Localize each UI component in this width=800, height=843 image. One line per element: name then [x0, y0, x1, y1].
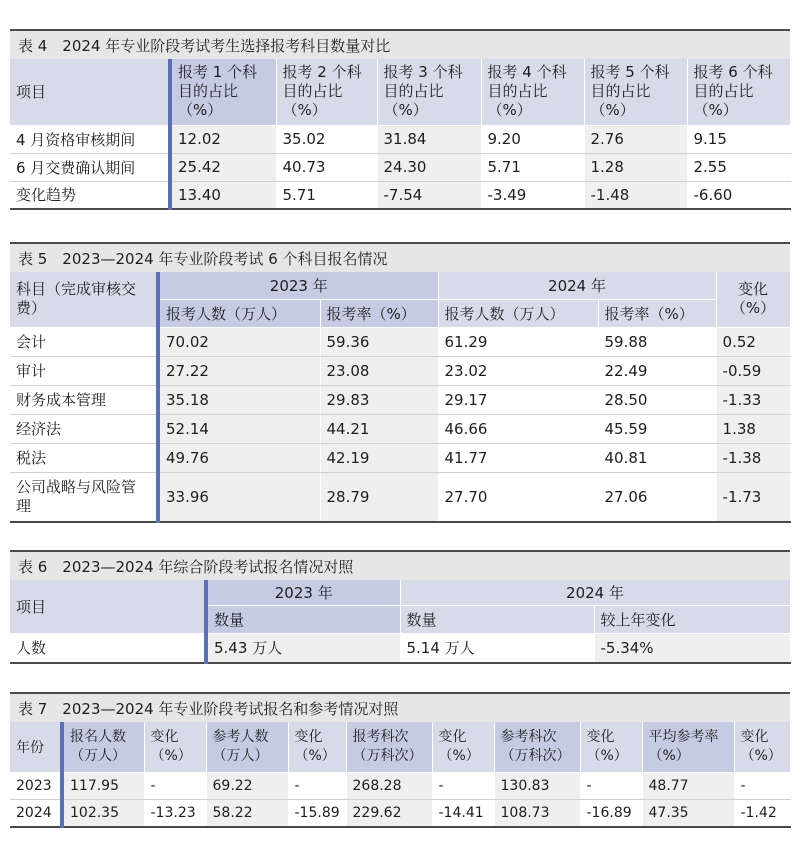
table-4-title: 表 4 2024 年专业阶段考试考生选择报考科目数量对比: [10, 29, 790, 59]
cell: -7.54: [377, 181, 481, 209]
cell: -: [144, 772, 206, 799]
cell: -6.60: [687, 181, 790, 209]
cell: 28.50: [598, 385, 716, 414]
cell: 33.96: [158, 472, 320, 522]
cell: 2.55: [687, 153, 790, 181]
cell: -13.23: [144, 799, 206, 827]
cell: 41.77: [438, 443, 598, 472]
cell: 58.22: [206, 799, 288, 827]
col-header: 变化（%）: [432, 722, 494, 772]
cell: 59.36: [320, 327, 438, 356]
row-label: 税法: [10, 443, 158, 472]
cell: 28.79: [320, 472, 438, 522]
cell: -: [734, 772, 790, 799]
table-row: [10, 181, 790, 209]
cell: -15.89: [288, 799, 346, 827]
cell: 61.29: [438, 327, 598, 356]
cell: -1.38: [716, 443, 790, 472]
cell: 108.73: [494, 799, 580, 827]
col-header: 报考 2 个科目的占比（%）: [276, 59, 377, 125]
table-row: [10, 799, 790, 827]
cell: 69.22: [206, 772, 288, 799]
cell: 47.35: [642, 799, 734, 827]
col-header: 变化（%）: [734, 722, 790, 772]
cell: 35.18: [158, 385, 320, 414]
table-5-title: 表 5 2023—2024 年专业阶段考试 6 个科目报名情况: [10, 242, 790, 272]
cell: 229.62: [346, 799, 432, 827]
table-row: [10, 772, 790, 799]
cell: 27.06: [598, 472, 716, 522]
table-row: [10, 472, 790, 522]
cell: 27.70: [438, 472, 598, 522]
cell: -1.48: [584, 181, 687, 209]
row-label: 公司战略与风险管理: [10, 472, 158, 522]
cell: 5.14 万人: [400, 633, 594, 663]
cell: 45.59: [598, 414, 716, 443]
year-header-2024: 2024 年: [400, 580, 790, 605]
row-label: 4 月资格审核期间: [10, 125, 170, 153]
cell: -: [580, 772, 642, 799]
sub-header: 较上年变化: [594, 605, 790, 633]
table-4-grid: [10, 59, 791, 210]
col-header: 变化（%）: [144, 722, 206, 772]
cell: -: [288, 772, 346, 799]
cell: 29.17: [438, 385, 598, 414]
cell: 52.14: [158, 414, 320, 443]
year-header-2023: 2023 年: [206, 580, 400, 605]
table-7-title: 表 7 2023—2024 年专业阶段考试报名和参考情况对照: [10, 692, 790, 722]
col-header: 变化（%）: [580, 722, 642, 772]
table-6-grid: [10, 580, 791, 664]
cell: 23.02: [438, 356, 598, 385]
item-header: 项目: [10, 580, 206, 633]
table-7: [10, 692, 790, 828]
cell: 24.30: [377, 153, 481, 181]
col-header: 报考 4 个科目的占比（%）: [481, 59, 584, 125]
col-header: 报名人数（万人）: [62, 722, 144, 772]
sub-header: 报考率（%）: [320, 299, 438, 327]
cell: 31.84: [377, 125, 481, 153]
row-label: 审计: [10, 356, 158, 385]
table-5: [10, 242, 790, 523]
year-header: 年份: [10, 722, 62, 772]
item-header: 项目: [10, 59, 170, 125]
col-header: 报考 1 个科目的占比（%）: [170, 59, 276, 125]
col-header: 报考科次（万科次）: [346, 722, 432, 772]
table-row: [10, 633, 790, 663]
cell: 12.02: [170, 125, 276, 153]
cell: 130.83: [494, 772, 580, 799]
cell: 25.42: [170, 153, 276, 181]
cell: -16.89: [580, 799, 642, 827]
table-row: [10, 125, 790, 153]
sub-header: 数量: [206, 605, 400, 633]
cell: 268.28: [346, 772, 432, 799]
cell: 44.21: [320, 414, 438, 443]
col-header: 参考人数（万人）: [206, 722, 288, 772]
table-row: [10, 356, 790, 385]
cell: -: [432, 772, 494, 799]
cell: -1.73: [716, 472, 790, 522]
table-row: [10, 385, 790, 414]
row-label: 变化趋势: [10, 181, 170, 209]
table-6-title: 表 6 2023—2024 年综合阶段考试报名情况对照: [10, 550, 790, 580]
table-4: [10, 29, 790, 210]
sub-header: 报考率（%）: [598, 299, 716, 327]
change-header: 变化（%）: [716, 272, 790, 327]
col-header: 报考 6 个科目的占比（%）: [687, 59, 790, 125]
cell: 35.02: [276, 125, 377, 153]
year-header-2023: 2023 年: [158, 272, 438, 299]
cell: 49.76: [158, 443, 320, 472]
cell: 9.15: [687, 125, 790, 153]
sub-header: 报考人数（万人）: [438, 299, 598, 327]
cell: -1.42: [734, 799, 790, 827]
item-header: 科目（完成审核交费）: [10, 272, 158, 327]
cell: 42.19: [320, 443, 438, 472]
table-row: [10, 153, 790, 181]
col-header: 平均参考率（%）: [642, 722, 734, 772]
col-header: 参考科次（万科次）: [494, 722, 580, 772]
col-header: 报考 3 个科目的占比（%）: [377, 59, 481, 125]
table-row: [10, 327, 790, 356]
cell: 70.02: [158, 327, 320, 356]
year-header-2024: 2024 年: [438, 272, 716, 299]
cell: 1.38: [716, 414, 790, 443]
row-label: 经济法: [10, 414, 158, 443]
row-label: 会计: [10, 327, 158, 356]
row-label: 人数: [10, 633, 206, 663]
cell: -14.41: [432, 799, 494, 827]
cell: -0.59: [716, 356, 790, 385]
cell: 1.28: [584, 153, 687, 181]
cell: 29.83: [320, 385, 438, 414]
table-row: [10, 443, 790, 472]
cell: -1.33: [716, 385, 790, 414]
cell: 46.66: [438, 414, 598, 443]
sub-header: 数量: [400, 605, 594, 633]
cell: 48.77: [642, 772, 734, 799]
cell: 102.35: [62, 799, 144, 827]
table-7-grid: [10, 722, 791, 828]
table-5-grid: [10, 272, 791, 523]
col-header: 报考 5 个科目的占比（%）: [584, 59, 687, 125]
cell: 13.40: [170, 181, 276, 209]
cell: 5.71: [481, 153, 584, 181]
table-6: [10, 550, 790, 664]
cell: 23.08: [320, 356, 438, 385]
cell: 59.88: [598, 327, 716, 356]
cell: 22.49: [598, 356, 716, 385]
cell: 40.73: [276, 153, 377, 181]
cell: 117.95: [62, 772, 144, 799]
row-label: 6 月交费确认期间: [10, 153, 170, 181]
cell: -3.49: [481, 181, 584, 209]
row-label: 2024: [10, 799, 62, 827]
cell: 9.20: [481, 125, 584, 153]
cell: 5.71: [276, 181, 377, 209]
cell: 27.22: [158, 356, 320, 385]
row-label: 财务成本管理: [10, 385, 158, 414]
cell: 40.81: [598, 443, 716, 472]
cell: 2.76: [584, 125, 687, 153]
cell: 0.52: [716, 327, 790, 356]
cell: 5.43 万人: [206, 633, 400, 663]
sub-header: 报考人数（万人）: [158, 299, 320, 327]
col-header: 变化（%）: [288, 722, 346, 772]
table-row: [10, 414, 790, 443]
row-label: 2023: [10, 772, 62, 799]
cell: -5.34%: [594, 633, 790, 663]
